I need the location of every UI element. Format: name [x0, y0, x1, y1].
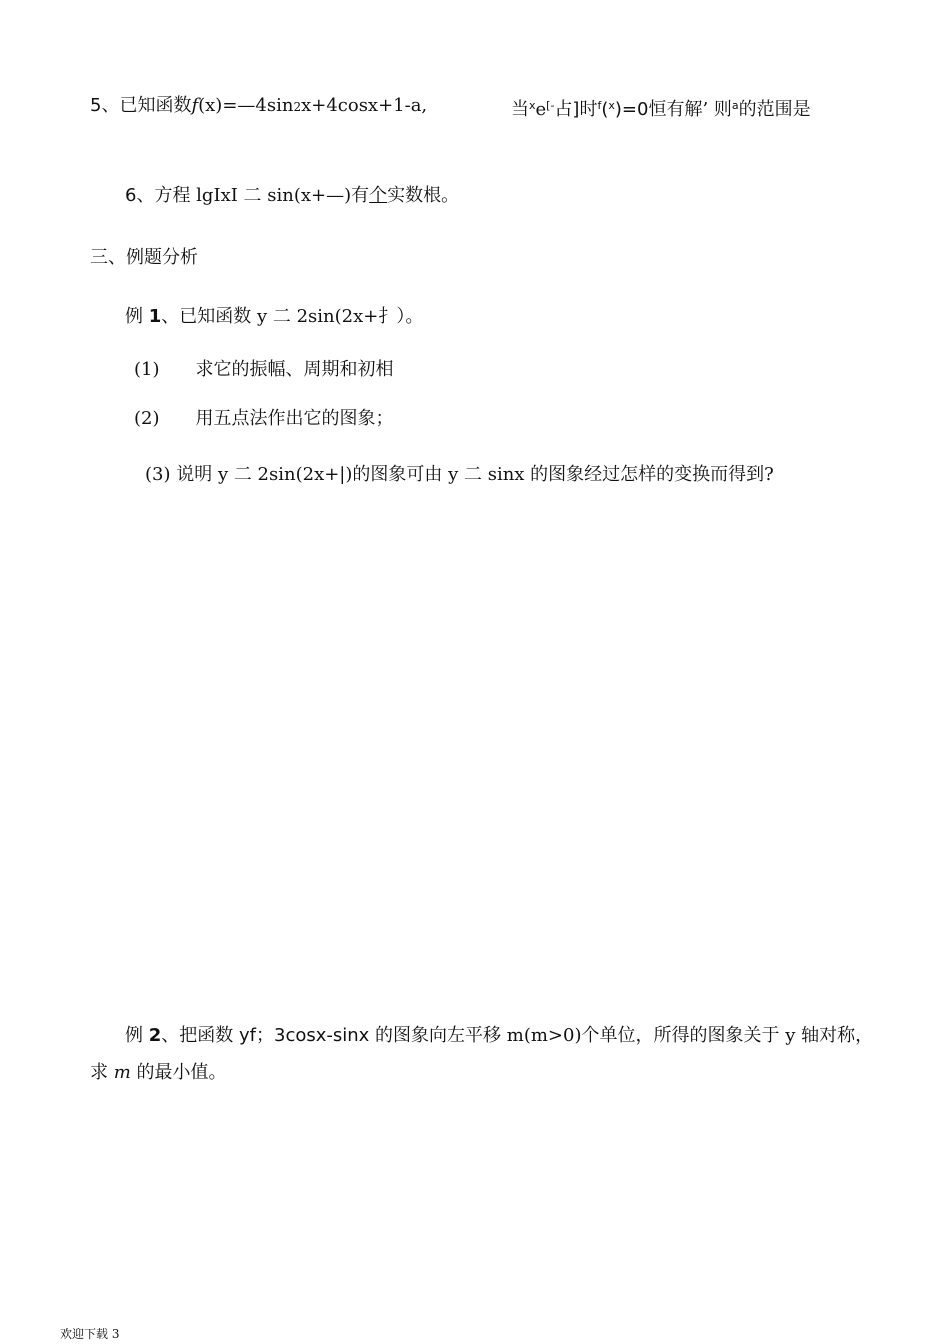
problem-5-text-b: (x)=—4sin: [198, 95, 294, 116]
problem-5-bracket-sup: [-: [546, 99, 555, 112]
example-1-q1-text: 求它的振幅、周期和初相: [195, 359, 394, 380]
example-2-text-e: 求: [90, 1062, 114, 1083]
example-1-text-d: ）。: [396, 306, 424, 327]
problem-5-text-g: e: [535, 99, 547, 120]
example-2-text-b: 、把函数: [161, 1025, 239, 1046]
example-1-q1: [134, 358, 394, 382]
example-1-text-b: 、已知函数 y 二 2sin(2x+: [161, 306, 379, 327]
example-1-label: 例: [125, 306, 149, 327]
problem-5-paren-open: (: [601, 99, 609, 120]
example-2-formula: yf；3cosx-sinx: [239, 1025, 370, 1046]
example-1-q1-number: (1): [134, 359, 160, 380]
problem-5-text-d: 当: [511, 99, 529, 120]
problem-5-subscript: 2: [293, 100, 302, 114]
example-1-number: 1: [148, 306, 162, 327]
problem-5-text-i: 占]时: [554, 99, 598, 120]
problem-5-f-sup: f: [597, 99, 602, 112]
problem-6-text-b: 实数根。: [387, 185, 460, 206]
example-1-line: [125, 305, 423, 329]
problem-5-x-sup: x: [529, 99, 536, 112]
problem-5-func-f: f: [191, 95, 199, 116]
problem-5-x2-sup: x: [608, 99, 615, 112]
problem-5-text-c: x+4cosx+1-a,: [301, 95, 428, 116]
example-1-text-c: 扌: [378, 306, 397, 327]
example-2-line-1: [125, 1024, 873, 1048]
problem-6-text-a: 、方程 lgIxI 二 sin(x+—)有: [136, 185, 370, 206]
example-2-m: m: [113, 1062, 131, 1083]
example-2-number: 2: [148, 1025, 162, 1046]
problem-5-line-left: [90, 94, 427, 119]
example-2-text-f: 的最小值。: [130, 1062, 227, 1083]
problem-5-number: 5: [90, 95, 102, 116]
example-1-q3: (3) 说明 y 二 2sin(2x+|)的图象可由 y 二 sinx 的图象经过怎样的变换而得到?: [145, 464, 774, 485]
section-3-heading: 三、例题分析: [90, 247, 198, 268]
example-1-q2-number: (2): [134, 408, 160, 429]
example-2-label: 例: [125, 1025, 149, 1046]
problem-6-line: [125, 184, 459, 208]
problem-5-a-sup: a: [731, 99, 739, 112]
problem-5-text-m: )=0: [614, 99, 649, 120]
example-1-q2: [134, 407, 394, 431]
example-1-q2-text: 用五点法作出它的图象；: [195, 408, 394, 429]
page-footer: 欢迎下载 3: [60, 1327, 120, 1341]
problem-5-line-right: [511, 94, 811, 122]
problem-5-text-p: 的范围是: [738, 99, 811, 120]
example-2-text-d: 的图象向左平移 m(m>0)个单位，所得的图象关于 y 轴对称，: [369, 1025, 874, 1046]
problem-5-text-n: 恒有解’ 则: [648, 99, 732, 120]
problem-6-number: 6: [125, 185, 137, 206]
example-2-line-2: [90, 1061, 227, 1085]
problem-5-text-a: 、已知函数: [101, 95, 192, 116]
problem-6-underlined: 个: [369, 185, 388, 206]
